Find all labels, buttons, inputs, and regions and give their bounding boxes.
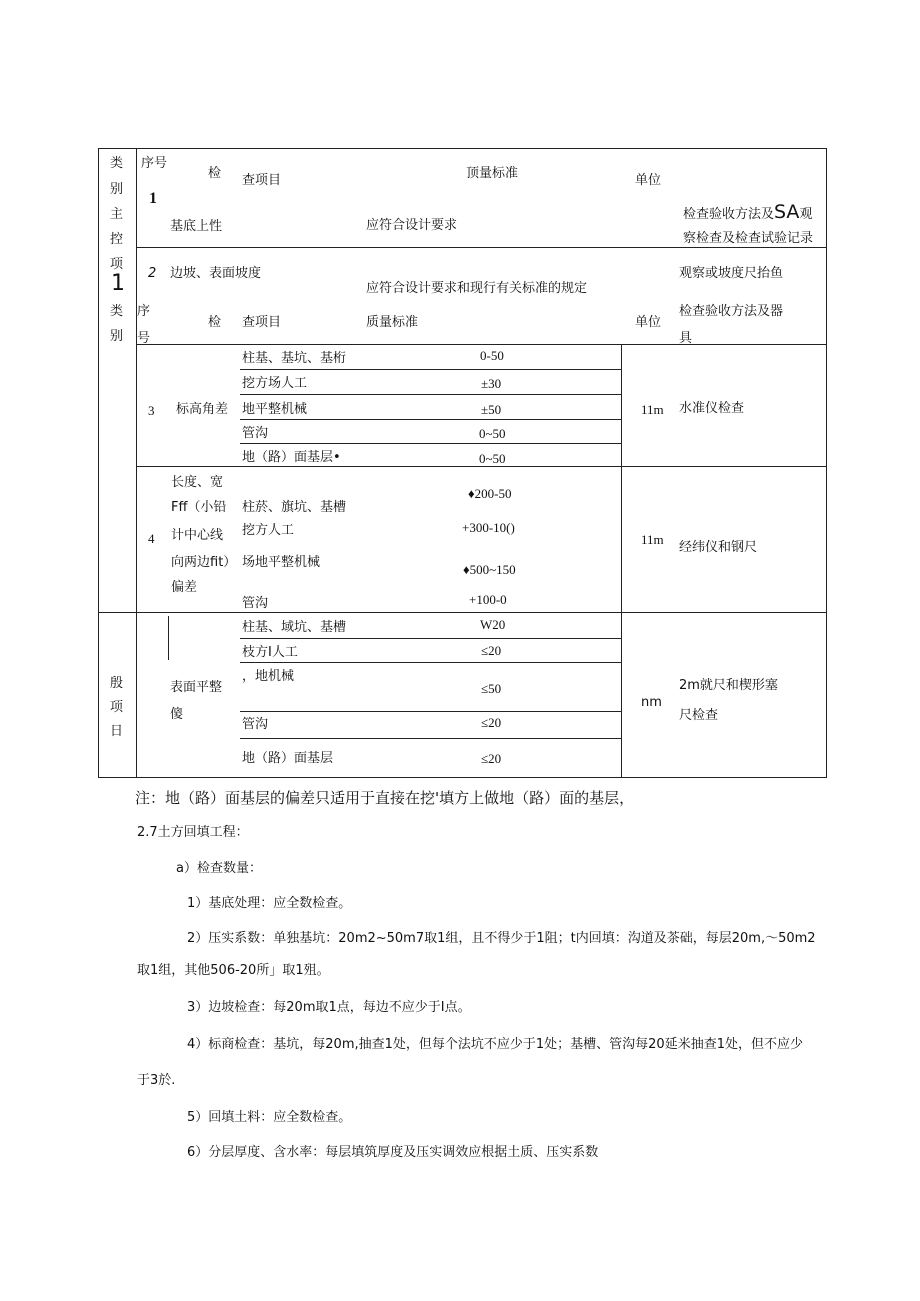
row5-method-line1: 2m就尺和楔形塞 [679,678,778,693]
row4-value: ♦200-50 [468,486,512,501]
category-char: 项 [110,257,124,272]
row3-sub-value: 0~50 [479,451,506,466]
row3-sub-line [240,419,621,420]
category-col-divider [136,148,137,778]
paragraph-line: 2）压实系数：单独基坑：20m2~50m7取1组，且不得少于1阻；t内回填：沟道及茶础，每层20m,～50m2 [187,931,816,946]
header2-seq-b: 号 [137,331,151,346]
row2-item: 边坡、表面坡度 [170,266,262,281]
row1-method-sa: SA [774,201,800,223]
paragraph-line: 6）分层厚度、含水率：每层填筑厚度及压实调效应根据土质、压实系数 [187,1145,599,1160]
category-char: 控 [110,232,124,247]
paragraph-line: 5）回填土料：应全数检查。 [187,1110,352,1125]
row1-method-line1 [683,201,813,223]
table-left-border [98,148,99,778]
row4-value: +300-10() [462,520,515,535]
header2-seq-a: 序 [137,304,151,319]
table-top-border [98,148,827,149]
row1-method-end: 观 [799,207,813,222]
category-number: 1 [111,271,125,296]
header-seq: 序号 [141,156,168,171]
header-check-items: 查项目 [242,173,282,188]
row5-sub-value: ≤20 [481,715,502,730]
section-title: 2.7土方回填工程： [137,825,249,840]
row5-sub-line [240,738,621,739]
category-char: 别 [110,182,124,197]
row5-item-line: 傻 [170,707,184,722]
paragraph-line: 于3於. [137,1073,176,1088]
row4-sub-label: 柱菸、旗坑、基槽 [242,500,347,515]
row3-sub-line [240,443,621,444]
row3-sub-label: 管沟 [242,426,269,441]
row3-sub-label: 挖方场人工 [242,376,308,391]
header-unit: 单位 [635,173,662,188]
row5-sub-label: 枝方I人工 [242,645,298,660]
row5-sub-value: ≤50 [481,681,502,696]
row3-unit: 11m [641,402,664,417]
row3-sub-label: 地平整机械 [242,402,308,417]
header2-bottom-line [136,344,827,345]
row4-unit: 11m [641,532,664,547]
row4-sub-label: 管沟 [242,596,269,611]
paragraph-line: 3）边坡检查：每20m取1点，每边不应少于I点。 [187,1000,471,1015]
row5-sub-line [240,638,621,639]
row4-item-line: 向两边fit） [171,555,237,570]
paragraph-line: 1）基底处理：应全数检查。 [187,896,352,911]
row1-method-text: 检查验收方法及 [683,207,775,222]
row5-unit: nm [641,695,662,710]
subsection-title: a）检查数量： [176,861,262,876]
header2-quality-standard: 质量标准 [366,315,419,330]
row5-sub-line [240,662,621,663]
paragraph-line: 4）标商检查：基坑，每20m,抽查1处，但每个法坑不应少于1处；基槽、管沟每20延米抽查1处，但不应少 [187,1037,803,1052]
row3-unit-divider [621,344,622,778]
category-char: 类 [110,304,124,319]
row5-small-divider [168,616,169,660]
row4-method: 经纬仪和钢尺 [679,540,758,555]
header-quality-standard: 顶量标准 [466,166,519,181]
row3-sub-value: ±50 [481,402,502,417]
row5-sub-label: 柱基、域坑、基槽 [242,620,347,635]
row5-sub-value: ≤20 [481,751,502,766]
row4-value: ♦500~150 [463,562,516,577]
row4-value: +100-0 [469,592,507,607]
category-char: 类 [110,156,124,171]
row3-number: 3 [148,403,155,418]
row4-number: 4 [148,531,155,546]
main-general-divider [98,612,827,613]
row3-sub-line [240,394,621,395]
row1-number: 1 [149,190,157,207]
general-char: 殷 [110,676,124,691]
header2-method-line2: 具 [679,331,693,346]
row5-sub-value: W20 [480,617,506,632]
row4-sub-label: 挖方人工 [242,523,295,538]
row5-sub-label: 管沟 [242,717,269,732]
row1-item: 基底上性 [170,219,223,234]
row1-standard: 应符合设计要求 [366,218,458,233]
general-char: 日 [110,724,124,739]
paragraph-line: 取1组，其他506-20所」取1殂。 [137,963,330,978]
row5-sub-value: ≤20 [481,643,502,658]
row5-sub-label: 地（路）面基层 [242,751,334,766]
row4-item-line: 计中心线 [171,528,224,543]
row2-standard: 应符合设计要求和现行有关标准的规定 [366,281,588,296]
row5-item-line: 表面平整 [170,680,223,695]
row4-item-line: Fff（小铅 [171,500,227,515]
row5-sub-label: ，地机械 [242,669,295,684]
row3-sub-label: 地（路）面基层• [242,450,341,465]
row3-sub-value: 0~50 [479,426,506,441]
general-char: 项 [110,700,124,715]
header2-check-items: 查项目 [242,315,282,330]
row1-method-line2: 察检查及检查试验记录 [683,231,814,246]
row4-sub-label: 场地平整机械 [242,555,321,570]
header2-unit: 单位 [635,315,662,330]
row5-sub-line [240,711,621,712]
row3-sub-line [240,369,621,370]
row2-method: 观察或坡度尺抬鱼 [679,266,784,281]
row3-method: 水准仪检查 [679,401,745,416]
row4-item-line: 长度、宽 [171,475,224,490]
row5-method-line2: 尺检查 [679,708,719,723]
row3-sub-label: 柱基、基坑、基桁 [242,351,347,366]
header-check: 检 [208,166,222,181]
row2-number: 2 [148,266,157,281]
row3-sub-value: 0-50 [480,348,504,363]
header2-method-line1: 检查验收方法及器 [679,304,784,319]
table-bottom-border [98,777,827,778]
category-char: 主 [110,207,124,222]
row1-bottom-line [136,247,827,248]
table-right-border [826,148,827,778]
table-note: 注：地（路）面基层的偏差只适用于直接在挖'填方上做地（路）面的基层， [135,789,635,807]
header2-check: 检 [208,315,222,330]
category-char: 别 [110,329,124,344]
row3-sub-value: ±30 [481,376,502,391]
row4-item-line: 偏差 [171,580,198,595]
row3-item: 标高角差 [176,402,229,417]
